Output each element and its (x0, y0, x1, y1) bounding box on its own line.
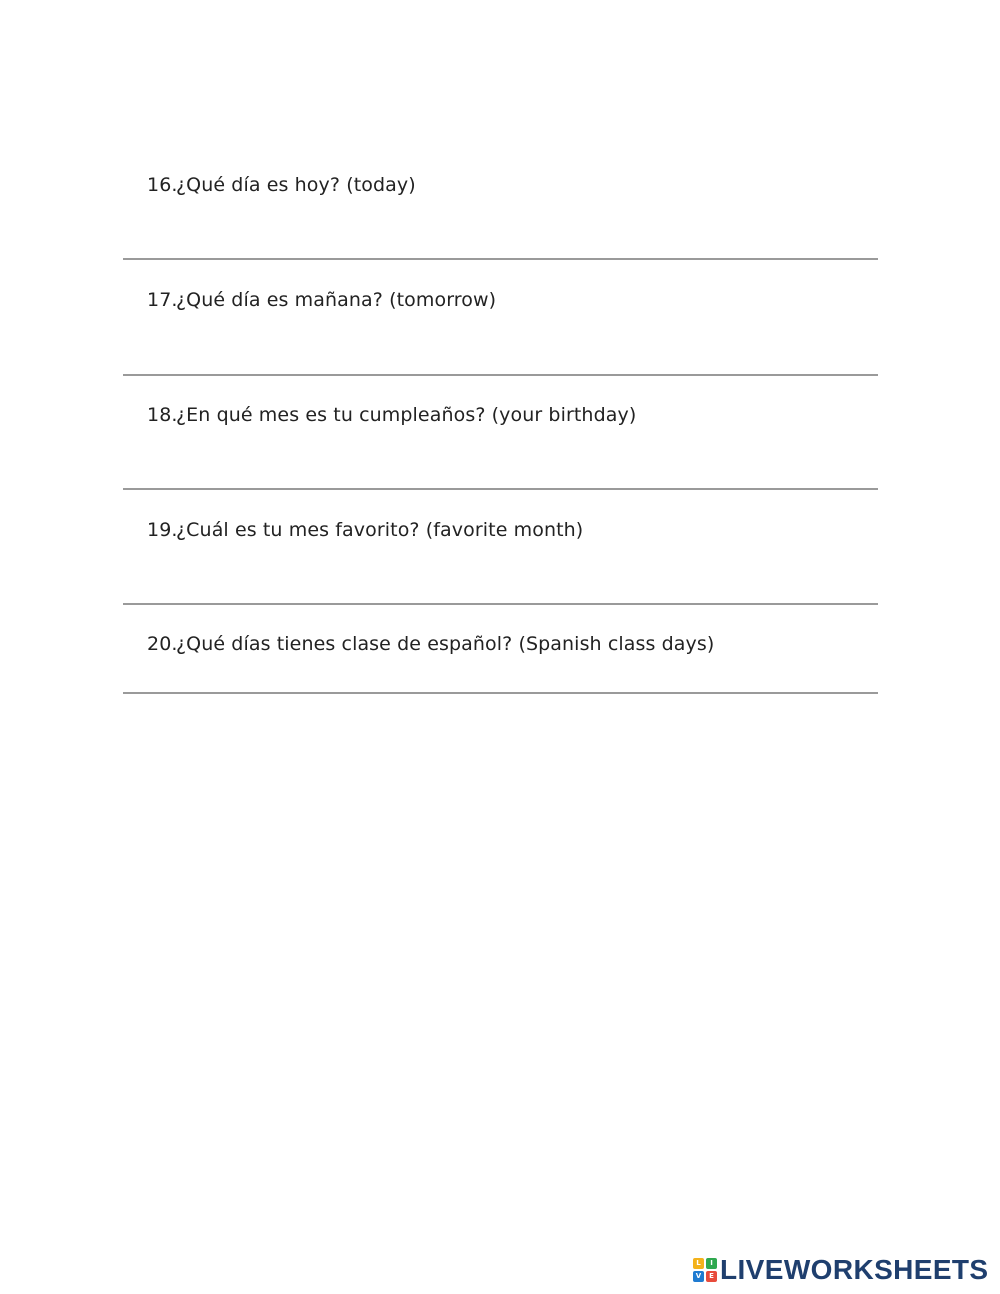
logo-letter-v: V (693, 1271, 704, 1282)
question-16 (147, 173, 416, 197)
answer-line-16[interactable] (123, 258, 878, 260)
question-17 (147, 288, 496, 312)
question-number: 18. (147, 404, 178, 426)
liveworksheets-brand[interactable] (693, 1255, 989, 1285)
logo-letter-i: I (706, 1258, 717, 1269)
question-number: 19. (147, 519, 178, 541)
question-text: ¿Qué día es mañana? (tomorrow) (176, 289, 497, 311)
logo-letter-e: E (706, 1271, 717, 1282)
question-20 (147, 632, 714, 656)
question-text: ¿En qué mes es tu cumpleaños? (your birthday) (176, 404, 637, 426)
question-text: ¿Cuál es tu mes favorito? (favorite month) (176, 519, 584, 541)
question-19 (147, 518, 583, 542)
question-18 (147, 403, 636, 427)
answer-line-19[interactable] (123, 603, 878, 605)
question-text: ¿Qué día es hoy? (today) (176, 174, 416, 196)
brand-name: LIVEWORKSHEETS (720, 1254, 989, 1285)
question-text: ¿Qué días tienes clase de español? (Spanish class days) (176, 633, 715, 655)
liveworksheets-logo-icon (693, 1258, 717, 1282)
answer-line-20[interactable] (123, 692, 878, 694)
logo-letter-l: L (693, 1258, 704, 1269)
question-number: 16. (147, 174, 178, 196)
question-number: 17. (147, 289, 178, 311)
answer-line-18[interactable] (123, 488, 878, 490)
question-number: 20. (147, 633, 178, 655)
answer-line-17[interactable] (123, 374, 878, 376)
